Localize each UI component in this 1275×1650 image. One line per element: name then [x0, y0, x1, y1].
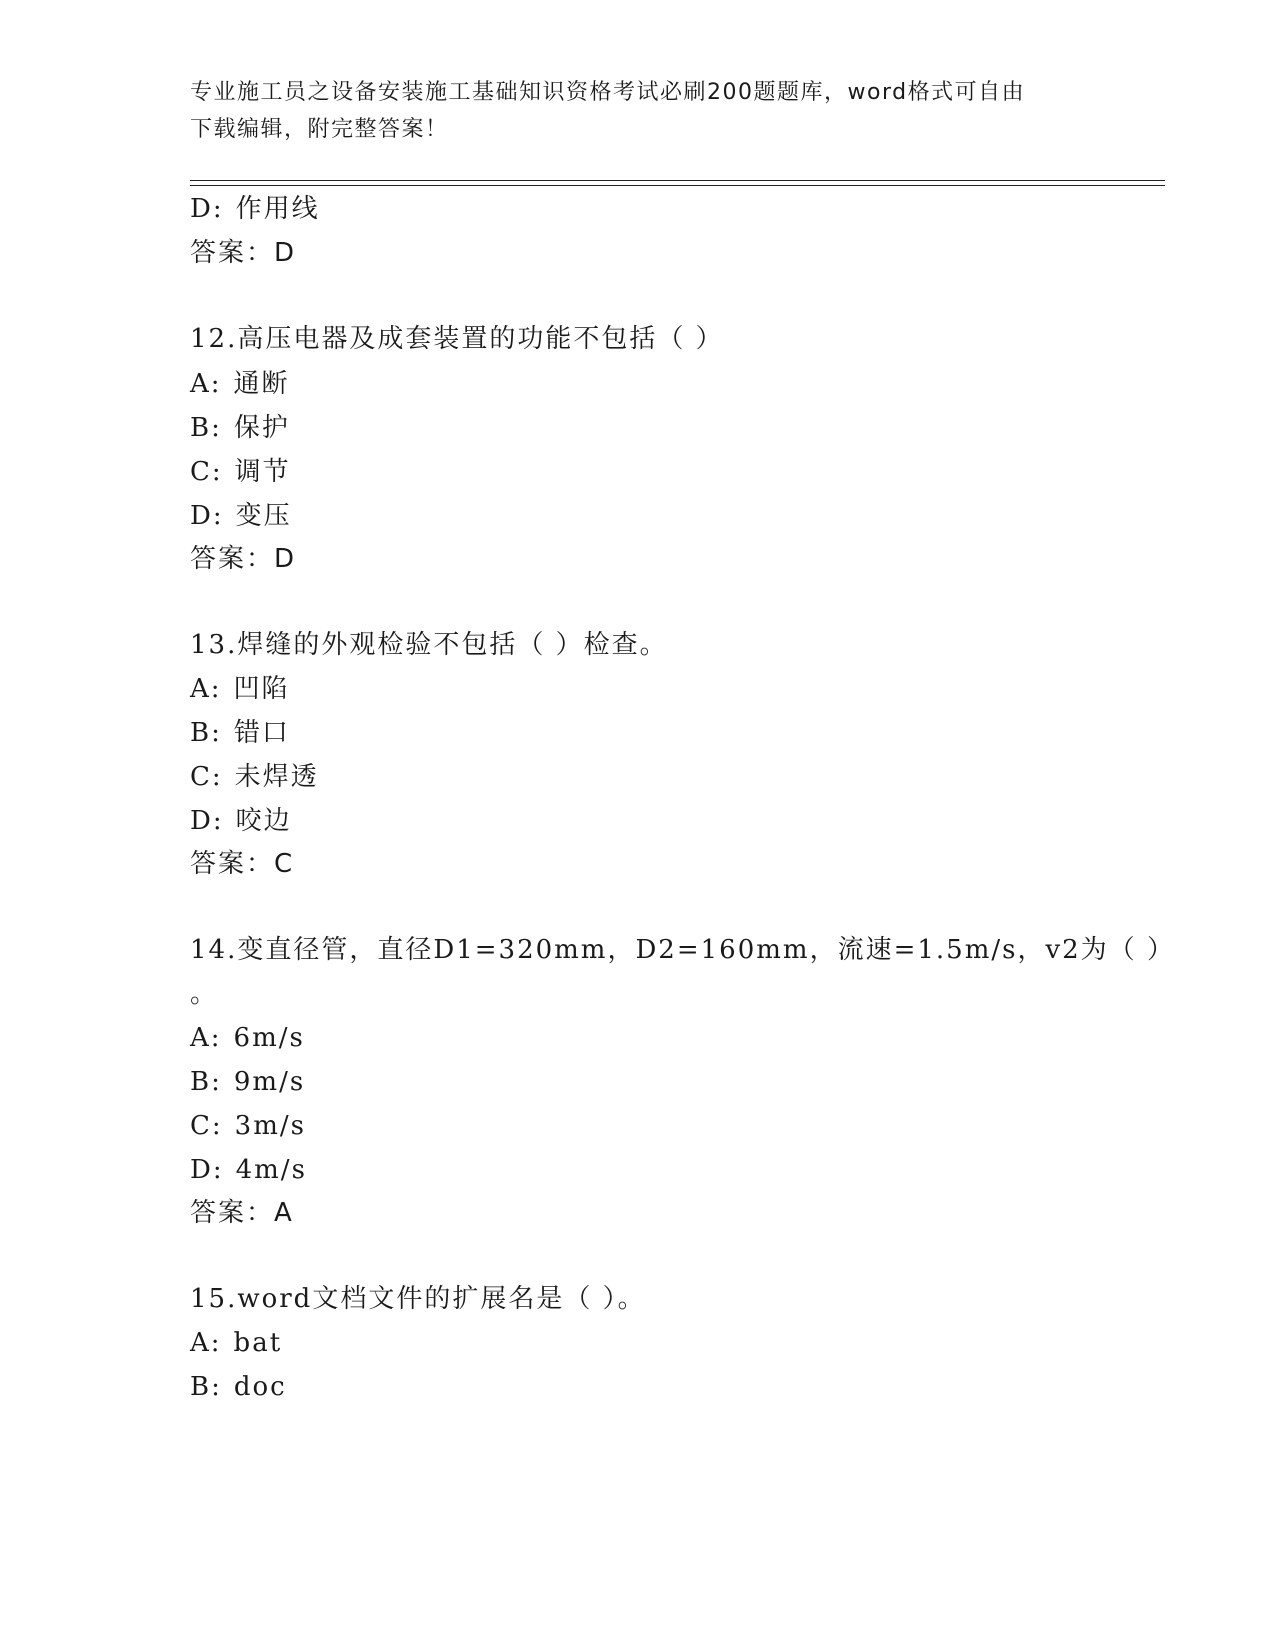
option-key: B:	[190, 413, 222, 443]
option-text: 变压	[235, 501, 292, 531]
answer-line: 答案：C	[190, 849, 295, 879]
option-b	[190, 412, 290, 444]
answer-line: 答案：D	[190, 544, 297, 574]
option-c	[190, 1110, 306, 1142]
option-d	[190, 1154, 307, 1186]
option-key: A:	[190, 1328, 222, 1358]
option-a	[190, 1327, 282, 1359]
question-stem-continuation: 。	[190, 979, 219, 1009]
option-d	[190, 193, 320, 225]
question-stem: 13.焊缝的外观检验不包括（ ）检查。	[190, 630, 668, 660]
option-a	[190, 1022, 305, 1054]
option-b	[190, 1066, 305, 1098]
answer-line: 答案：D	[190, 238, 297, 268]
option-text: 4m/s	[235, 1155, 307, 1185]
option-key: D:	[190, 501, 224, 531]
option-text: 3m/s	[234, 1111, 306, 1141]
option-key: C:	[190, 457, 223, 487]
question-stem: 14.变直径管，直径D1=320mm，D2=160mm，流速=1.5m/s，v2为（ ）	[190, 935, 1175, 965]
option-text: bat	[233, 1328, 283, 1358]
option-text: 通断	[233, 369, 290, 399]
option-d	[190, 805, 292, 837]
option-d	[190, 500, 292, 532]
option-text: 未焊透	[234, 762, 319, 792]
question-stem: 12.高压电器及成套装置的功能不包括（ ）	[190, 324, 724, 354]
option-b	[190, 717, 290, 749]
header-rule-top	[190, 180, 1165, 181]
option-key: B:	[190, 718, 222, 748]
option-key: B:	[190, 1372, 222, 1402]
answer-line: 答案：A	[190, 1198, 294, 1228]
option-text: 9m/s	[233, 1067, 306, 1097]
option-c	[190, 456, 291, 488]
option-text: 保护	[233, 413, 290, 443]
header-rule-bottom	[190, 185, 1165, 186]
header-line-2: 下载编辑，附完整答案！	[190, 117, 449, 142]
option-c	[190, 761, 319, 793]
option-a	[190, 673, 290, 705]
option-text: 咬边	[235, 806, 292, 836]
header-line-1: 专业施工员之设备安装施工基础知识资格考试必刷200题题库，word格式可自由	[190, 80, 1026, 105]
option-key: D:	[190, 1155, 224, 1185]
document-header	[190, 74, 1090, 148]
option-key: B:	[190, 1067, 222, 1097]
option-key: D:	[190, 194, 224, 224]
option-key: A:	[190, 674, 222, 704]
option-key: C:	[190, 1111, 223, 1141]
option-text: 调节	[234, 457, 291, 487]
option-text: 凹陷	[233, 674, 290, 704]
option-key: A:	[190, 369, 222, 399]
option-text: 错口	[233, 718, 290, 748]
option-text: doc	[233, 1372, 287, 1402]
option-a	[190, 368, 290, 400]
question-stem: 15.word文档文件的扩展名是（ ）。	[190, 1284, 646, 1314]
option-key: C:	[190, 762, 223, 792]
option-text: 6m/s	[233, 1023, 305, 1053]
option-key: A:	[190, 1023, 222, 1053]
option-text: 作用线	[235, 194, 320, 224]
option-b	[190, 1371, 287, 1403]
option-key: D:	[190, 806, 224, 836]
